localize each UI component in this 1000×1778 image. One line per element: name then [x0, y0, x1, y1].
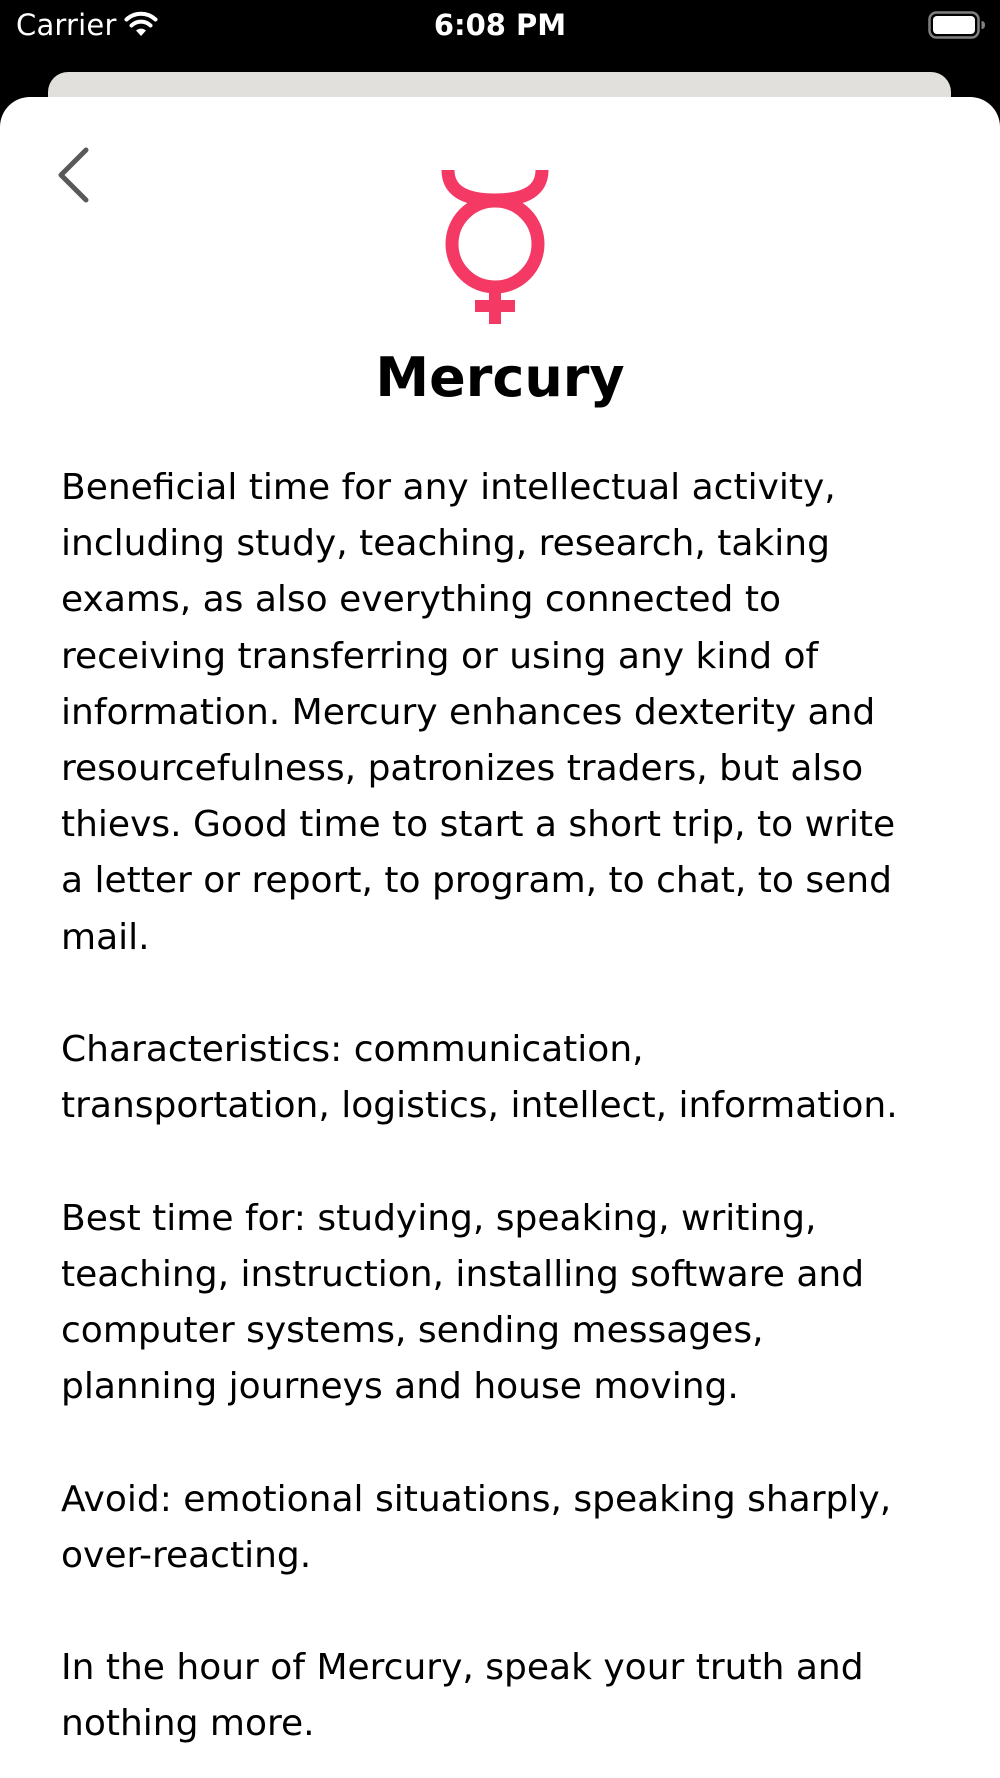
best-time-line: Best time for: studying, speaking, writing,: [61, 1197, 817, 1239]
best-time-line: computer systems, sending messages,: [61, 1310, 764, 1352]
status-bar: [0, 0, 1000, 52]
paragraph-gap: [61, 966, 961, 1022]
paragraph-gap: [61, 1584, 961, 1640]
closing-line: nothing more.: [61, 1703, 315, 1745]
paragraph-gap: [61, 1415, 961, 1471]
characteristics-line: transportation, logistics, intellect, information.: [61, 1085, 898, 1127]
description-line: exams, as also everything connected to: [61, 579, 781, 621]
avoid-line: Avoid: emotional situations, speaking sharply,: [61, 1478, 892, 1520]
chevron-left-icon: [46, 142, 106, 208]
mercury-symbol-icon: [440, 166, 550, 326]
paragraph-gap: [61, 1134, 961, 1190]
best-time-line: teaching, instruction, installing software and: [61, 1253, 865, 1295]
characteristics-line: Characteristics: communication,: [61, 1029, 644, 1071]
back-button[interactable]: [46, 142, 106, 208]
best-time-line: planning journeys and house moving.: [61, 1366, 739, 1408]
planet-description: [61, 460, 961, 1753]
description-line: thievs. Good time to start a short trip, to write: [61, 804, 896, 846]
status-time: 6:08 PM: [433, 8, 567, 42]
description-line: resourcefulness, patronizes traders, but also: [61, 748, 864, 790]
battery-full-icon: [928, 11, 986, 39]
description-line: a letter or report, to program, to chat, to send: [61, 860, 892, 902]
description-line: information. Mercury enhances dexterity and: [61, 691, 876, 733]
page-title: Mercury: [375, 346, 625, 409]
description-line: including study, teaching, research, taking: [61, 523, 830, 565]
carrier-label: Carrier: [16, 8, 117, 42]
description-line: mail.: [61, 916, 150, 958]
closing-line: In the hour of Mercury, speak your truth and: [61, 1647, 864, 1689]
avoid-line: over-reacting.: [61, 1534, 312, 1576]
description-line: Beneficial time for any intellectual activity,: [61, 467, 836, 508]
description-line: receiving transferring or using any kind of: [61, 635, 819, 677]
